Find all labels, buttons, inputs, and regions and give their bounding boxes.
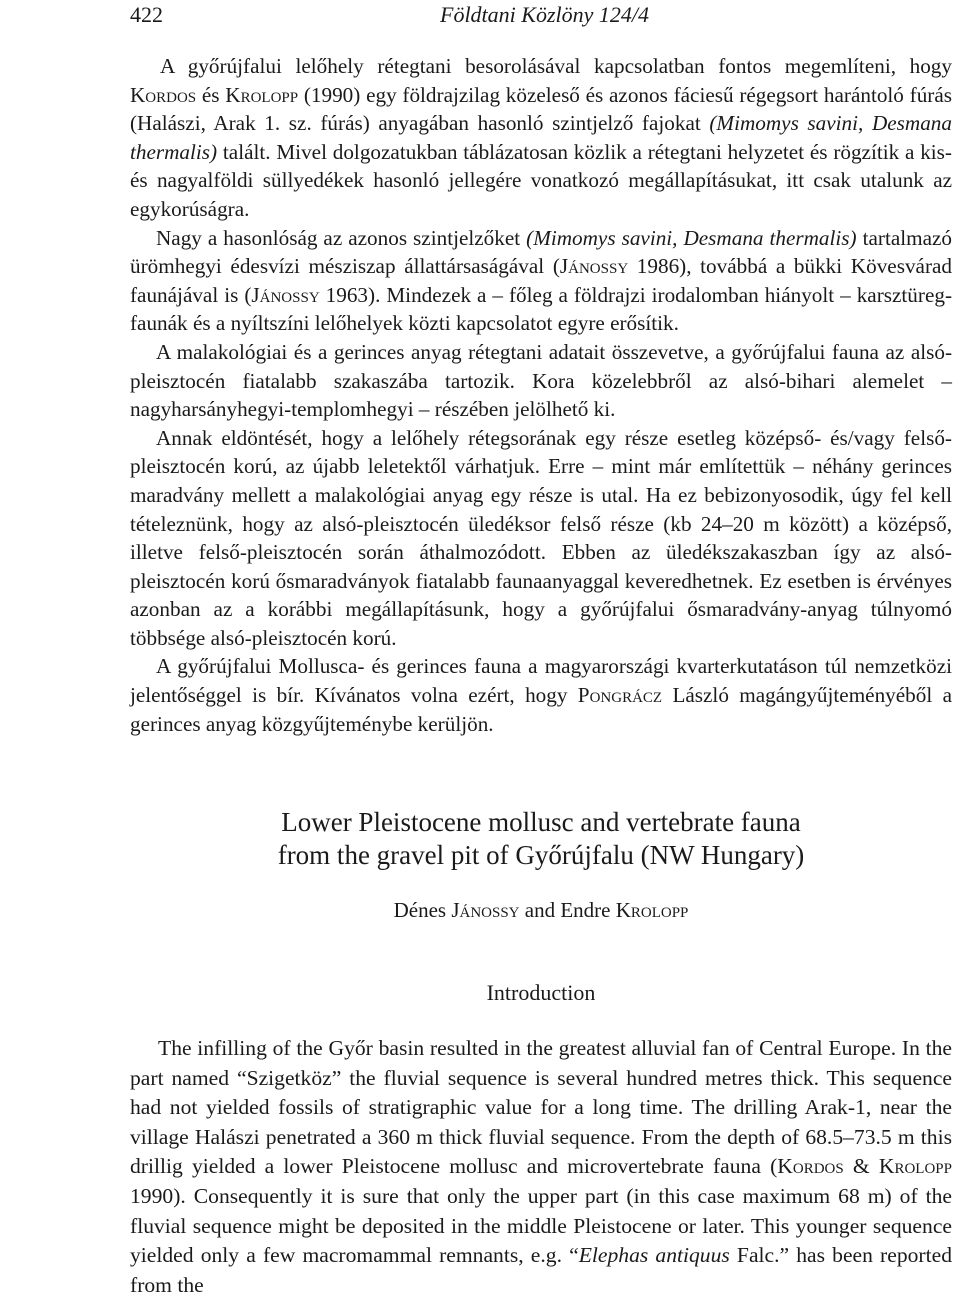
author-last-name: Jánossy: [451, 898, 520, 922]
author-name: Kordos: [777, 1154, 844, 1179]
hu-paragraph-3: A malakológiai és a gerinces anyag rétegtani adatait összevetve, a győrújfalui fauna az alsó-pleisztocén fiatalabb szakaszába tartozik. Kora közelebbről az alsó-bihari alemelet – nagyharsányhegyi-templomhegyi – részében jelölhető ki.: [130, 339, 952, 422]
text: tartalmazó ürömhegyi édesvízi mésziszap állattársaságával (: [130, 225, 953, 279]
journal-title: Földtani Közlöny 124/4: [440, 2, 649, 27]
section-heading: Introduction: [486, 980, 596, 1005]
text: A győrújfalui Mollusca- és gerinces fauna a magyarországi kvarterkutatáson túl nemzetközi jelentőséggel is bír. Kívánatos volna ezért, hogy: [130, 654, 952, 708]
text: 1986), továbbá a bükki Kövesvárad faunájával is (: [130, 254, 952, 307]
hu-paragraph-5: [130, 652, 952, 738]
page-number: 422: [130, 2, 163, 27]
species-names: (Mimomys savini, Desmana thermalis): [526, 225, 857, 250]
hu-paragraph-4: Annak eldöntését, hogy a lelőhely rétegsorának egy része esetleg középső- és/vagy felső-pleisztocén korú, az újabb leletektől várhatjuk. Erre – mint már említettük – néhány gerinces maradvány mellett a malakológiai anyag egy része is utal. Ha ez bebizonyosodik, úgy fel kell tételeznünk, hogy az alsó-pleisztocén üledéksor felső része (kb 24–20 m között) a középső, illetve felső-pleisztocén során áthalmozódott. Ebben az üledékszakaszban így az alsó-pleisztocén korú ősmaradványok fiatalabb faunaanyaggal keveredhetnek. Ez esetben is érvényes azonban az a korábbi megállapításunk, hogy a győrújfalui ősmaradvány-anyag túlnyomó többsége alsó-pleisztocén korú.: [130, 425, 952, 650]
text: &: [843, 1154, 879, 1179]
en-paragraph-1: [130, 1034, 952, 1300]
text: talált. Mivel dolgozatukban táblázatosan közlik a rétegtani helyzetet és rögzítik a kis- és nagyalföldi süllyedékek hasonló jellegére vonatkozó megállapításukat, itt csak utalunk az egykorúságra.: [130, 139, 952, 221]
author-name: Kordos: [130, 82, 197, 107]
text: The infilling of the Győr basin resulted in the greatest alluvial fan of Central Europe. In the part named “Szigetköz” the fluvial sequence is several hundred metres thick. This sequence had not yielded fossils of stratigraphic value for a long time. The drilling Arak-1, near the village Halászi penetrated a 360 m thick fluvial sequence. From the depth of 68.5–73.5 m this drillig yielded a lower Pleistocene mollusc and microvertebrate fauna (: [130, 1036, 952, 1179]
author-name: Jánossy: [251, 282, 320, 307]
hu-paragraph-2: [130, 224, 952, 338]
species-names: (Mimomys savini, Desmana thermalis): [130, 111, 952, 164]
title-line: Lower Pleistocene mollusc and vertebrate fauna: [281, 807, 801, 837]
text: (1990) egy földrajzilag közeleső és azonos fáciesű régegsort harántoló fúrás (Halászi, Arak 1. sz. fúrás) anyagában hasonló szintjelző fajokat: [130, 82, 952, 136]
author-name: Pongrácz: [577, 683, 663, 708]
species-name: Elephas antiquus: [578, 1243, 730, 1268]
english-body: [130, 1034, 952, 1300]
text: és: [196, 82, 226, 107]
text: Falc.” has been reported from the: [130, 1243, 952, 1297]
author-conjunction: and Endre: [519, 898, 616, 922]
text: 1990). Consequently it is sure that only the upper part (in this case maximum 68 m) of the fluvial sequence might be deposited in the middle Pleistocene or later. This younger sequence yielded only a few macromammal remnants, e.g. “: [130, 1183, 952, 1268]
author-name: Krolopp: [878, 1154, 952, 1179]
title-line: from the gravel pit of Győrújfalu (NW Hungary): [277, 840, 805, 870]
article-title: [130, 806, 952, 872]
author-name: Krolopp: [225, 82, 299, 107]
text: Nagy a hasonlóság az azonos szintjelzőket: [156, 225, 527, 250]
authors-line: [130, 898, 952, 923]
text: László magángyűjteményéből a gerinces anyag közgyűjteménybe kerüljön.: [130, 683, 952, 736]
page-header: [0, 2, 960, 32]
author-name: Jánossy: [559, 254, 629, 279]
hungarian-body: [130, 52, 952, 738]
author-first-name: Dénes: [393, 898, 452, 922]
hu-paragraph-1: [130, 52, 952, 224]
author-last-name: Krolopp: [615, 898, 689, 922]
text: 1963). Mindezek a – főleg a földrajzi irodalomban hiányolt – karsztüreg-faunák és a nyíltszíni lelőhelyek közti kapcsolatot egyre erősítik.: [130, 282, 953, 336]
text: A győrújfalui lelőhely rétegtani besorolásával kapcsolatban fontos megemlíteni, hogy: [160, 54, 952, 78]
